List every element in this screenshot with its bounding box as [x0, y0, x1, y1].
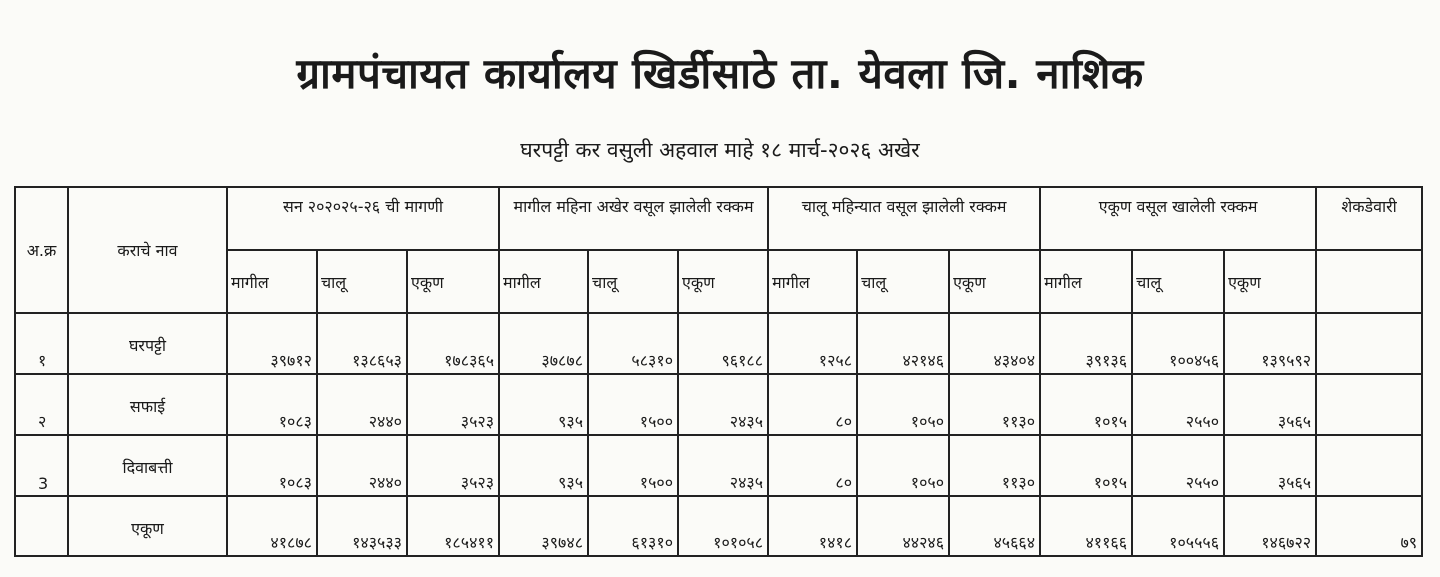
percentage-cell	[1316, 374, 1422, 435]
value-cell: १३८६५३	[317, 313, 407, 374]
header-sub-cell: मागील	[499, 250, 588, 313]
header-sub-cell: चालू	[1132, 250, 1224, 313]
total-value-cell: १४१८	[768, 496, 857, 556]
value-cell: २५५०	[1132, 374, 1224, 435]
header-percentage: शेकडेवारी	[1316, 187, 1422, 250]
value-cell: ९३५	[499, 435, 588, 496]
value-cell: १५००	[588, 374, 678, 435]
value-cell: ५८३१०	[588, 313, 678, 374]
value-cell: ३५६५	[1224, 374, 1316, 435]
value-cell: ४२१४६	[857, 313, 949, 374]
value-cell: १०८३	[227, 435, 317, 496]
value-cell: ३५२३	[407, 374, 499, 435]
tax-collection-table	[14, 186, 1423, 557]
value-cell: ८०	[768, 435, 857, 496]
total-value-cell: १८५४११	[407, 496, 499, 556]
value-cell: १२५८	[768, 313, 857, 374]
header-sub-cell: चालू	[857, 250, 949, 313]
serial-cell: २	[15, 374, 68, 435]
value-cell: २४३५	[678, 435, 768, 496]
table-row-total	[15, 496, 1422, 556]
total-value-cell: ४५६६४	[949, 496, 1040, 556]
page-title: ग्रामपंचायत कार्यालय खिर्डीसाठे ता. येवला जि. नाशिक	[296, 49, 1144, 98]
table-row	[15, 313, 1422, 374]
percentage-cell	[1316, 313, 1422, 374]
header-sub-cell: मागील	[1040, 250, 1132, 313]
value-cell: १५००	[588, 435, 678, 496]
header-group-total-collected: एकूण वसूल खालेली रक्कम	[1040, 187, 1316, 250]
value-cell: १००४५६	[1132, 313, 1224, 374]
value-cell: १०५०	[857, 435, 949, 496]
value-cell: ४३४०४	[949, 313, 1040, 374]
value-cell: २४४०	[317, 374, 407, 435]
header-tax-name: कराचे नाव	[68, 187, 227, 313]
total-value-cell: ४११६६	[1040, 496, 1132, 556]
value-cell: १०१५	[1040, 435, 1132, 496]
table-row	[15, 435, 1422, 496]
header-group-current-month: चालू महिन्यात वसूल झालेली रक्कम	[768, 187, 1040, 250]
header-sub-cell: एकूण	[1224, 250, 1316, 313]
total-value-cell: १४३५३३	[317, 496, 407, 556]
value-cell: ३५२३	[407, 435, 499, 496]
percentage-cell	[1316, 435, 1422, 496]
value-cell: ३७८७८	[499, 313, 588, 374]
header-sub-cell: चालू	[588, 250, 678, 313]
value-cell: १०५०	[857, 374, 949, 435]
report-subtitle: घरपट्टी कर वसुली अहवाल माहे १८ मार्च-२०२६ अखेर	[520, 138, 920, 162]
value-cell: ११३०	[949, 374, 1040, 435]
header-sub-cell: मागील	[227, 250, 317, 313]
value-cell: ९३५	[499, 374, 588, 435]
tax-name-cell: घरपट्टी	[68, 313, 227, 374]
value-cell: ११३०	[949, 435, 1040, 496]
header-sub-cell: मागील	[768, 250, 857, 313]
total-value-cell: १४६७२२	[1224, 496, 1316, 556]
tax-name-cell: सफाई	[68, 374, 227, 435]
header-sub-cell: एकूण	[407, 250, 499, 313]
total-value-cell: ४४२४६	[857, 496, 949, 556]
header-group-previous-month: मागील महिना अखेर वसूल झालेली रक्कम	[499, 187, 768, 250]
total-value-cell: १०१०५८	[678, 496, 768, 556]
value-cell: १३९५९२	[1224, 313, 1316, 374]
header-row-sub	[15, 250, 1422, 313]
header-serial: अ.क्र	[15, 187, 68, 313]
total-value-cell: ६१३१०	[588, 496, 678, 556]
tax-name-cell: एकूण	[68, 496, 227, 556]
header-group-demand: सन २०२०२५-२६ ची मागणी	[227, 187, 499, 250]
value-cell: ८०	[768, 374, 857, 435]
header-sub-cell: चालू	[317, 250, 407, 313]
value-cell: २४४०	[317, 435, 407, 496]
header-sub-cell: एकूण	[678, 250, 768, 313]
total-value-cell: ३९७४८	[499, 496, 588, 556]
serial-cell: 3	[15, 435, 68, 496]
value-cell: ३५६५	[1224, 435, 1316, 496]
serial-cell	[15, 496, 68, 556]
value-cell: २४३५	[678, 374, 768, 435]
value-cell: ३९१३६	[1040, 313, 1132, 374]
value-cell: १०१५	[1040, 374, 1132, 435]
total-value-cell: १०५५५६	[1132, 496, 1224, 556]
value-cell: ३९७१२	[227, 313, 317, 374]
header-row-groups	[15, 187, 1422, 250]
value-cell: ९६१८८	[678, 313, 768, 374]
value-cell: २५५०	[1132, 435, 1224, 496]
header-percentage-blank	[1316, 250, 1422, 313]
serial-cell: १	[15, 313, 68, 374]
total-value-cell: ४१८७८	[227, 496, 317, 556]
table-row	[15, 374, 1422, 435]
value-cell: १७८३६५	[407, 313, 499, 374]
value-cell: १०८३	[227, 374, 317, 435]
header-sub-cell: एकूण	[949, 250, 1040, 313]
total-percentage-cell: ७९	[1316, 496, 1422, 556]
tax-name-cell: दिवाबत्ती	[68, 435, 227, 496]
